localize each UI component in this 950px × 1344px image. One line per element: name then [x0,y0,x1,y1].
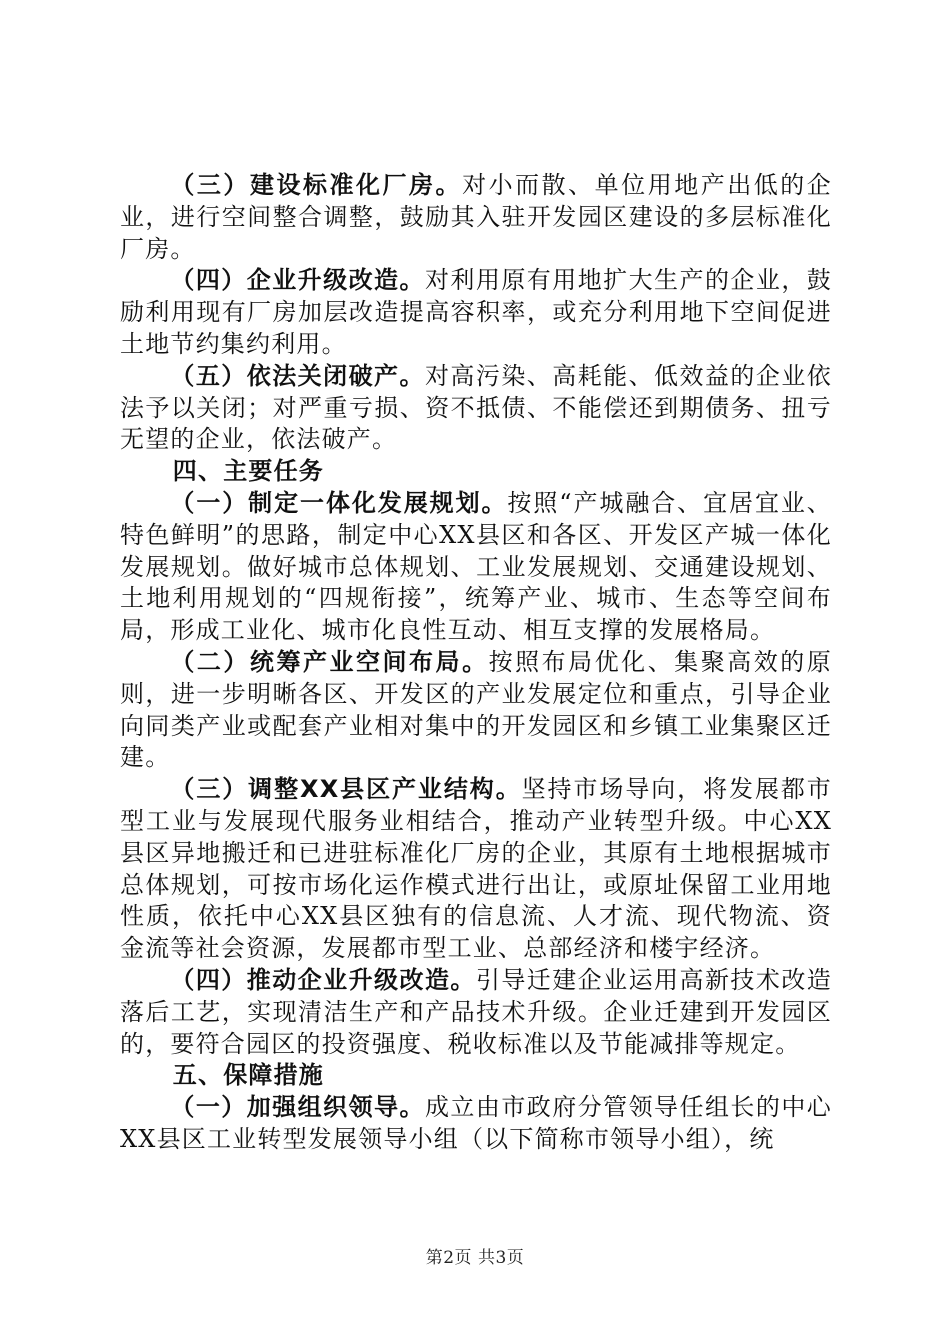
paragraph-lead: （二）统筹产业空间布局。 [170,647,489,676]
paragraph-text: 按照布局优化、集聚高效的原则，进一步明晰各区、开发区的产业发展定位和重点，引导企业向同类产业或配套产业相对集中的开发园区和乡镇工业集聚区迁建。 [120,647,832,772]
section-heading-main-tasks: 四、主要任务 [172,457,324,486]
paragraph-lead: （三）建设标准化厂房。 [170,171,463,199]
paragraph-build-standard-workshops [120,170,832,265]
paragraph-text: 对小而散、单位用地产出低的企业，进行空间整合调整，鼓励其入驻开发园区建设的多层标准化厂房。 [120,171,832,263]
paragraph-lead: （五）依法关闭破产。 [170,361,425,390]
paragraph-integrated-planning [120,488,832,647]
paragraph-lead: （三）调整XX县区产业结构。 [170,775,522,804]
paragraph-text: 引导迁建企业运用高新技术改造落后工艺，实现清洁生产和产品技术升级。企业迁建到开发园区的，要符合园区的投资强度、税收标准以及节能减排等规定。 [120,965,832,1058]
paragraph-spatial-layout [120,647,832,774]
paragraph-text: 坚持市场导向，将发展都市型工业与发展现代服务业相结合，推动产业转型升级。中心XX县区异地搬迁和已进驻标准化厂房的企业，其原有土地根据城市总体规划，可按市场化运作模式进行出让，或原址保留工业用地性质，依托中心XX县区独有的信息流、人才流、现代物流、资金流等社会资源，发展都市型工业、总部经济和楼宇经济。 [120,775,832,963]
paragraph-closure-bankruptcy [120,361,832,456]
page-number-footer: 第2页 共3页 [425,1248,525,1268]
paragraph-lead: （一）加强组织领导。 [170,1093,425,1122]
paragraph-organizational-leadership [120,1092,832,1156]
paragraph-lead: （四）推动企业升级改造。 [170,965,476,994]
paragraph-lead: （四）企业升级改造。 [170,266,425,295]
paragraph-promote-upgrade [120,965,832,1060]
paragraph-text: 对高污染、高耗能、低效益的企业依法予以关闭；对严重亏损、资不抵债、不能偿还到期债务、扭亏无望的企业，依法破产。 [120,361,832,454]
section-heading-safeguards: 五、保障措施 [172,1061,324,1090]
document-body [120,170,832,1156]
paragraph-text: 成立由市政府分管领导任组长的中心XX县区工业转型发展领导小组（以下简称市领导小组），统 [120,1093,832,1153]
paragraph-industrial-structure [120,774,832,965]
paragraph-lead: （一）制定一体化发展规划。 [170,488,508,517]
paragraph-text: 对利用原有用地扩大生产的企业，鼓励利用现有厂房加层改造提高容积率，或充分利用地下空间促进土地节约集约利用。 [120,266,832,358]
paragraph-enterprise-upgrade [120,265,832,360]
paragraph-text: 按照“产城融合、宜居宜业、特色鲜明”的思路，制定中心XX县区和各区、开发区产城一体化发展规划。做好城市总体规划、工业发展规划、交通建设规划、土地利用规划的“四规衔接”，统筹产业、城市、生态等空间布局，形成工业化、城市化良性互动、相互支撑的发展格局。 [120,488,832,645]
